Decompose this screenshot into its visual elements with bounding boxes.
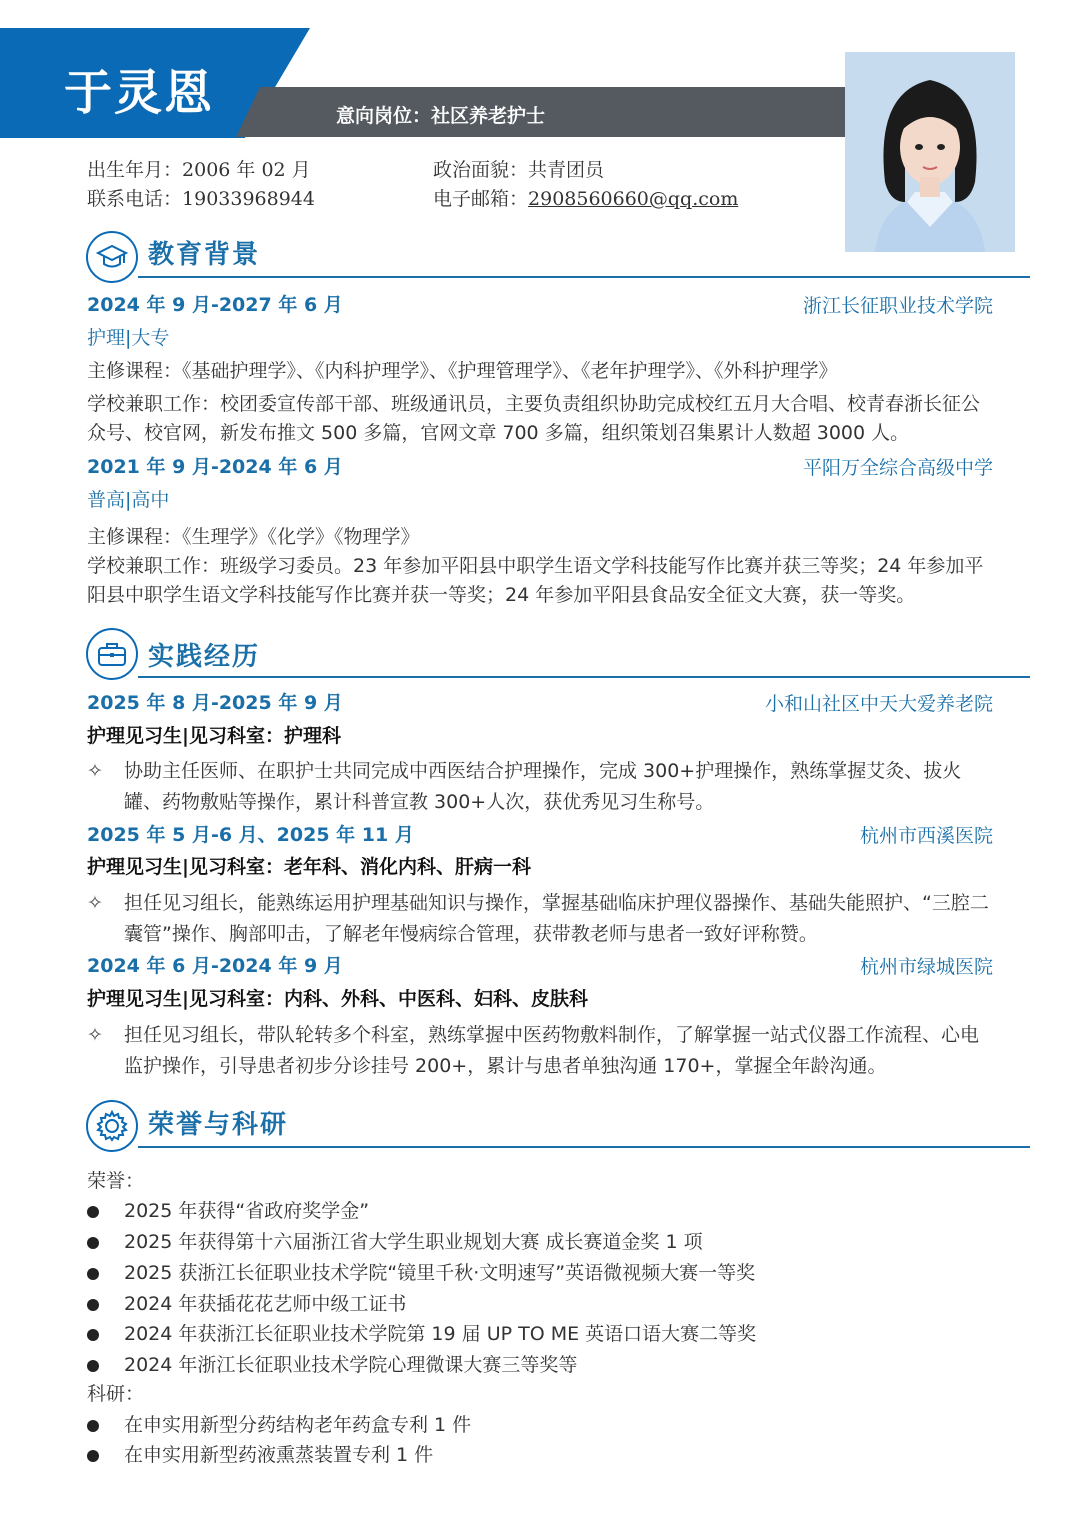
email-label: 电子邮箱： <box>433 188 529 210</box>
list-item <box>87 1228 703 1257</box>
practice-org: 杭州市西溪医院 <box>859 825 993 847</box>
honor-text: 2024 年获浙江长征职业技术学院第 19 届 UP TO ME 英语口语大赛二等奖 <box>124 1323 757 1345</box>
bullet-dot-icon <box>87 1450 99 1462</box>
practice-desc <box>87 888 993 950</box>
honor-text: 2024 年获插花花艺师中级工证书 <box>124 1293 407 1315</box>
birth-value: 2006 年 02 月 <box>182 159 311 181</box>
phone-info <box>87 184 315 211</box>
bullet-dot-icon <box>87 1329 99 1341</box>
edu-work: 学校兼职工作：校团委宣传部干部、班级通讯员，主要负责组织协助完成校红五月大合唱、校青春浙长征公众号、校官网，新发布推文 500 多篇，官网文章 700 多篇，组织策划召集累计人数超 3000 人。 <box>87 393 981 444</box>
edu-work: 学校兼职工作：班级学习委员。23 年参加平阳县中职学生语文学科技能写作比赛并获三等奖；24 年参加平阳县中职学生语文学科技能写作比赛并获一等奖；24 年参加平阳县食品安全征文大赛，获一等奖。 <box>87 555 984 606</box>
list-item <box>87 1290 406 1319</box>
phone-label: 联系电话： <box>87 188 183 210</box>
research-text: 在申实用新型分药结构老年药盒专利 1 件 <box>124 1414 472 1436</box>
list-item <box>87 1259 755 1288</box>
gear-icon <box>86 1100 138 1152</box>
practice-desc <box>87 1020 993 1082</box>
honor-text: 2024 年浙江长征职业技术学院心理微课大赛三等奖等 <box>124 1354 578 1376</box>
practice-role: 护理见习生|见习科室：老年科、消化内科、肝病一科 <box>87 856 531 878</box>
edu-major: 护理|大专 <box>87 327 170 349</box>
practice-entry-date <box>87 952 993 981</box>
edu-courses: 主修课程：《基础护理学》、《内科护理学》、《护理管理学》、《老年护理学》、《外科护理学》 <box>87 360 838 382</box>
graduation-cap-icon <box>86 231 138 283</box>
email-info <box>433 184 738 211</box>
honor-text: 2025 获浙江长征职业技术学院“镜里千秋·文明速写”英语微视频大赛一等奖 <box>124 1262 756 1284</box>
practice-org: 小和山社区中天大爱养老院 <box>764 693 993 715</box>
edu-courses: 主修课程：《生理学》《化学》《物理学》 <box>87 526 420 548</box>
email-link[interactable]: 2908560660@qq.com <box>528 188 739 210</box>
bullet-dot-icon <box>87 1299 99 1311</box>
edu-date: 2024 年 9 月-2027 年 6 月 <box>87 294 343 316</box>
edu-major: 普高|高中 <box>87 489 170 511</box>
list-item <box>87 1411 471 1440</box>
sparkle-bullet-icon: ✧ <box>87 1024 103 1046</box>
list-item <box>87 1197 369 1226</box>
list-item <box>87 1351 577 1380</box>
practice-desc-text: 担任见习组长，能熟练运用护理基础知识与操作，掌握基础临床护理仪器操作、基础失能照护、“三腔二囊管”操作、胸部叩击，了解老年慢病综合管理，获带教老师与患者一致好评称赞。 <box>124 892 989 945</box>
list-item <box>87 1320 756 1349</box>
research-label: 科研： <box>87 1383 145 1405</box>
briefcase-icon <box>86 628 138 680</box>
bullet-dot-icon <box>87 1237 99 1249</box>
practice-role: 护理见习生|见习科室：内科、外科、中医科、妇科、皮肤科 <box>87 988 588 1010</box>
practice-date: 2025 年 5 月-6 月、2025 年 11 月 <box>87 824 414 846</box>
edu-date: 2021 年 9 月-2024 年 6 月 <box>87 456 343 478</box>
politics-label: 政治面貌： <box>433 159 529 181</box>
honor-text: 2025 年获得“省政府奖学金” <box>124 1200 370 1222</box>
practice-role: 护理见习生|见习科室：护理科 <box>87 725 341 747</box>
research-text: 在申实用新型药液熏蒸装置专利 1 件 <box>124 1444 434 1466</box>
profile-photo <box>845 52 1015 252</box>
list-item <box>87 1441 433 1470</box>
section-title-honors: 荣誉与科研 <box>148 1110 289 1140</box>
edu-school: 浙江长征职业技术学院 <box>802 295 993 317</box>
practice-desc <box>87 756 993 818</box>
practice-entry-date <box>87 821 993 850</box>
practice-date: 2024 年 6 月-2024 年 9 月 <box>87 955 343 977</box>
section-divider <box>138 276 1030 278</box>
practice-date: 2025 年 8 月-2025 年 9 月 <box>87 692 343 714</box>
birth-label: 出生年月： <box>87 159 183 181</box>
politics-info <box>433 155 604 182</box>
bullet-dot-icon <box>87 1360 99 1372</box>
target-position: 意向岗位：社区养老护士 <box>336 105 546 127</box>
birth-info <box>87 155 311 182</box>
politics-value: 共青团员 <box>528 159 605 181</box>
section-title-practice: 实践经历 <box>148 642 261 672</box>
edu-school: 平阳万全综合高级中学 <box>802 457 993 479</box>
bullet-dot-icon <box>87 1268 99 1280</box>
phone-value: 19033968944 <box>182 188 315 210</box>
section-divider <box>138 1146 1030 1148</box>
sparkle-bullet-icon: ✧ <box>87 892 103 914</box>
honor-text: 2025 年获得第十六届浙江省大学生职业规划大赛 成长赛道金奖 1 项 <box>124 1231 703 1253</box>
bullet-dot-icon <box>87 1206 99 1218</box>
honor-label: 荣誉： <box>87 1170 145 1192</box>
practice-desc-text: 协助主任医师、在职护士共同完成中西医结合护理操作，完成 300+护理操作，熟练掌握艾灸、拔火罐、药物敷贴等操作，累计科普宣教 300+人次，获优秀见习生称号。 <box>124 760 962 813</box>
section-title-education: 教育背景 <box>148 240 261 270</box>
bullet-dot-icon <box>87 1420 99 1432</box>
practice-org: 杭州市绿城医院 <box>859 956 993 978</box>
sparkle-bullet-icon: ✧ <box>87 760 103 782</box>
practice-desc-text: 担任见习组长，带队轮转多个科室，熟练掌握中医药物敷料制作，了解掌握一站式仪器工作流程、心电监护操作，引导患者初步分诊挂号 200+，累计与患者单独沟通 170+，掌握全年龄沟通。 <box>124 1024 980 1077</box>
section-divider <box>138 676 1030 678</box>
candidate-name: 于灵恩 <box>64 65 215 121</box>
